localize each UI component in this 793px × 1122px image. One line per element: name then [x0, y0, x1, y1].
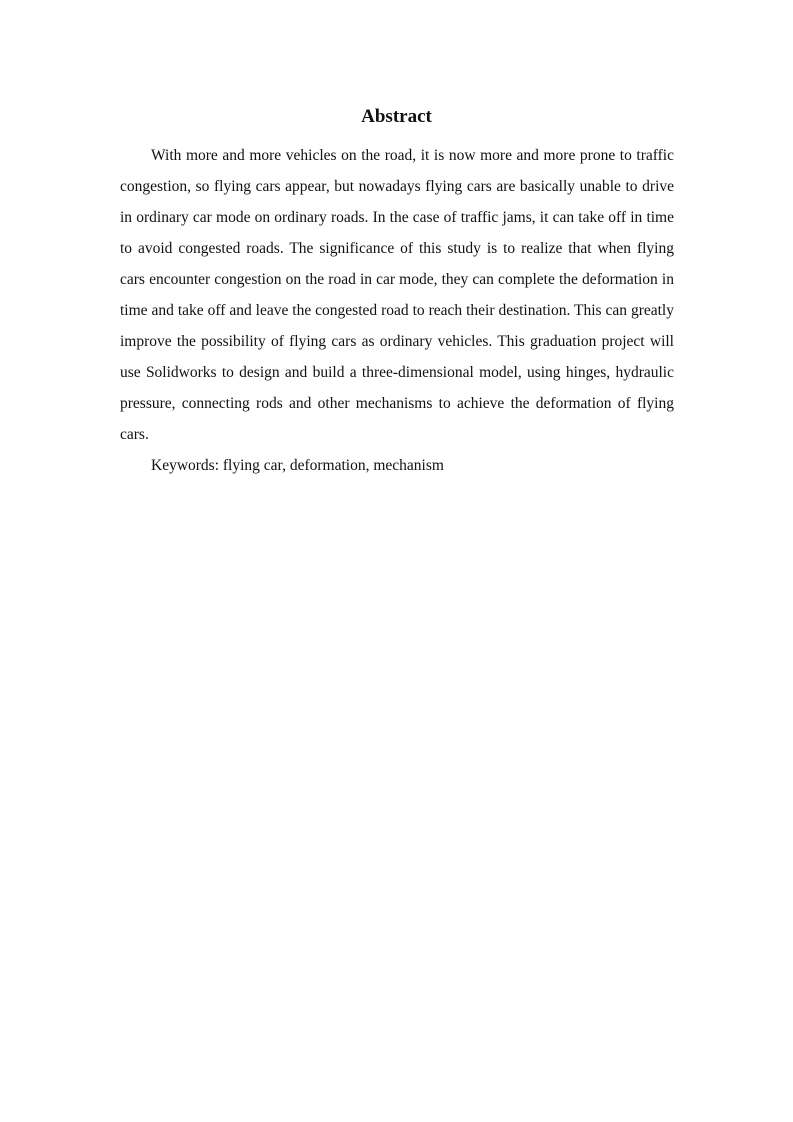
keywords-line: Keywords: flying car, deformation, mechanism [151, 457, 444, 474]
abstract-paragraph: With more and more vehicles on the road, it is now more and more prone to traffic congestion, so flying cars appear, but nowadays flying cars are basically unable to drive in ordinary car mode on ordinary roads. In the case of traffic jams, it can take off in time to avoid congested roads. The significance of this study is to realize that when flying cars encounter congestion on the road in car mode, they can complete the deformation in time and take off and leave the congested road to reach their destination. This can greatly improve the possibility of flying cars as ordinary vehicles. This graduation project will use Solidworks to design and build a three-dimensional model, using hinges, hydraulic pressure, connecting rods and other mechanisms to achieve the deformation of flying cars. [120, 147, 674, 443]
abstract-title: Abstract [361, 106, 432, 127]
abstract-body [120, 140, 674, 481]
